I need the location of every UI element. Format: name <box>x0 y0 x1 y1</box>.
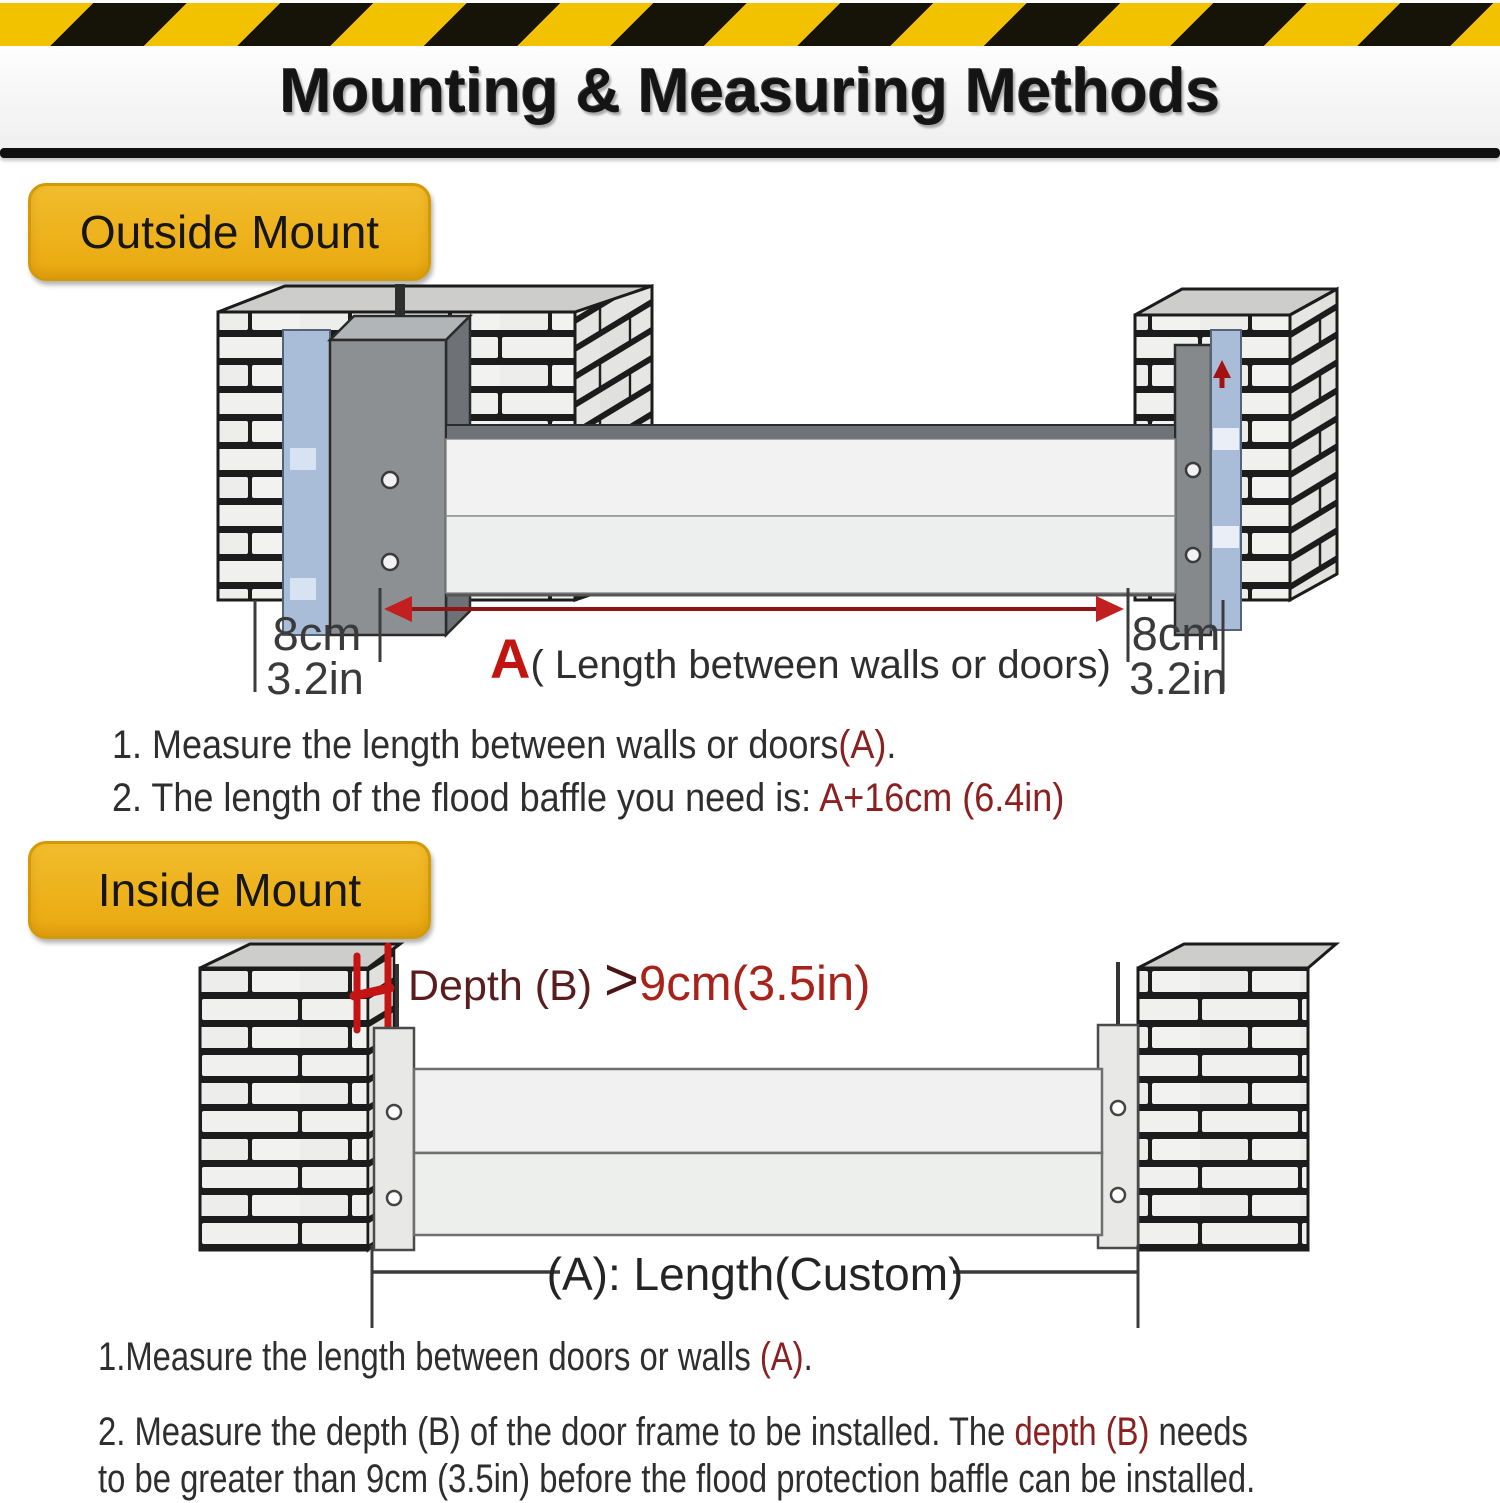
span-label <box>490 627 1111 690</box>
depth-label: Depth (B) <box>408 962 604 1010</box>
right-offset-cm: 8cm <box>1131 607 1221 660</box>
screw-hole-icon <box>1186 463 1200 477</box>
right-seal-strip <box>1211 330 1241 630</box>
right-mounting-channel <box>1175 345 1211 635</box>
step-text: 1.Measure the length between doors or walls <box>98 1335 760 1379</box>
span-label-text: ( Length between walls or doors) <box>530 643 1111 687</box>
outside-mount-badge-label: Outside Mount <box>79 206 380 258</box>
screw-hole-icon <box>387 1105 401 1119</box>
screw-hole-icon <box>382 554 398 570</box>
caution-stripes-icon <box>0 3 1500 46</box>
screw-hole-icon <box>387 1191 401 1205</box>
right-bracket-plate <box>1098 962 1138 1248</box>
inside-mount-diagram <box>0 940 1500 1340</box>
length-label: (A): Length(Custom) <box>546 1248 964 1300</box>
step-text: 2. The length of the flood baffle you need is: <box>112 776 820 820</box>
outside-mount-badge <box>28 183 431 281</box>
screw-hole-icon <box>1186 548 1200 562</box>
step-highlight: A+16cm (6.4in) <box>819 776 1065 820</box>
step-highlight: (A) <box>759 1335 804 1379</box>
flood-baffle <box>446 425 1175 595</box>
inside-mount-instructions <box>98 1334 1255 1503</box>
instruction-step-2 <box>98 1409 1255 1456</box>
length-dimension <box>372 1245 1138 1328</box>
step-text: 1. Measure the length between walls or doors <box>112 723 839 767</box>
screw-hole-icon <box>382 472 398 488</box>
span-letter-A: A <box>490 627 531 690</box>
depth-value: 9cm(3.5in) <box>639 957 871 1011</box>
page-title: Mounting & Measuring Methods <box>279 57 1221 126</box>
inside-mount-badge-label: Inside Mount <box>97 864 362 916</box>
step-text: . <box>886 723 897 767</box>
greater-than-sign: > <box>603 946 640 1013</box>
left-seal-strip <box>283 330 330 635</box>
instruction-step-1 <box>112 720 1064 771</box>
flood-baffle <box>414 1069 1102 1235</box>
instruction-step-2 <box>112 773 1064 824</box>
left-offset-inch: 3.2in <box>266 653 364 704</box>
inside-mount-badge <box>28 841 431 939</box>
left-offset-cm: 8cm <box>272 607 362 660</box>
right-offset-inch: 3.2in <box>1129 653 1227 704</box>
step-highlight: (A) <box>838 723 887 767</box>
screw-hole-icon <box>1111 1188 1125 1202</box>
outside-mount-instructions <box>112 720 1064 826</box>
instruction-step-2-line2 <box>98 1456 1255 1503</box>
step-highlight: depth (B) <box>1014 1410 1150 1454</box>
width-dimension <box>255 588 1227 704</box>
step-text: . <box>803 1335 813 1379</box>
outside-mount-diagram <box>0 278 1500 712</box>
step-text: to be greater than 9cm (3.5in) before the flood protection baffle can be installed. <box>98 1457 1256 1501</box>
screw-hole-icon <box>1111 1101 1125 1115</box>
instruction-step-1 <box>98 1334 1255 1381</box>
step-text: 2. Measure the depth (B) of the door frame to be installed. The <box>98 1410 1015 1454</box>
right-brick-pillar <box>1138 944 1336 1250</box>
depth-annotation <box>408 946 870 1013</box>
step-text: needs <box>1149 1410 1248 1454</box>
title-divider <box>0 148 1500 158</box>
